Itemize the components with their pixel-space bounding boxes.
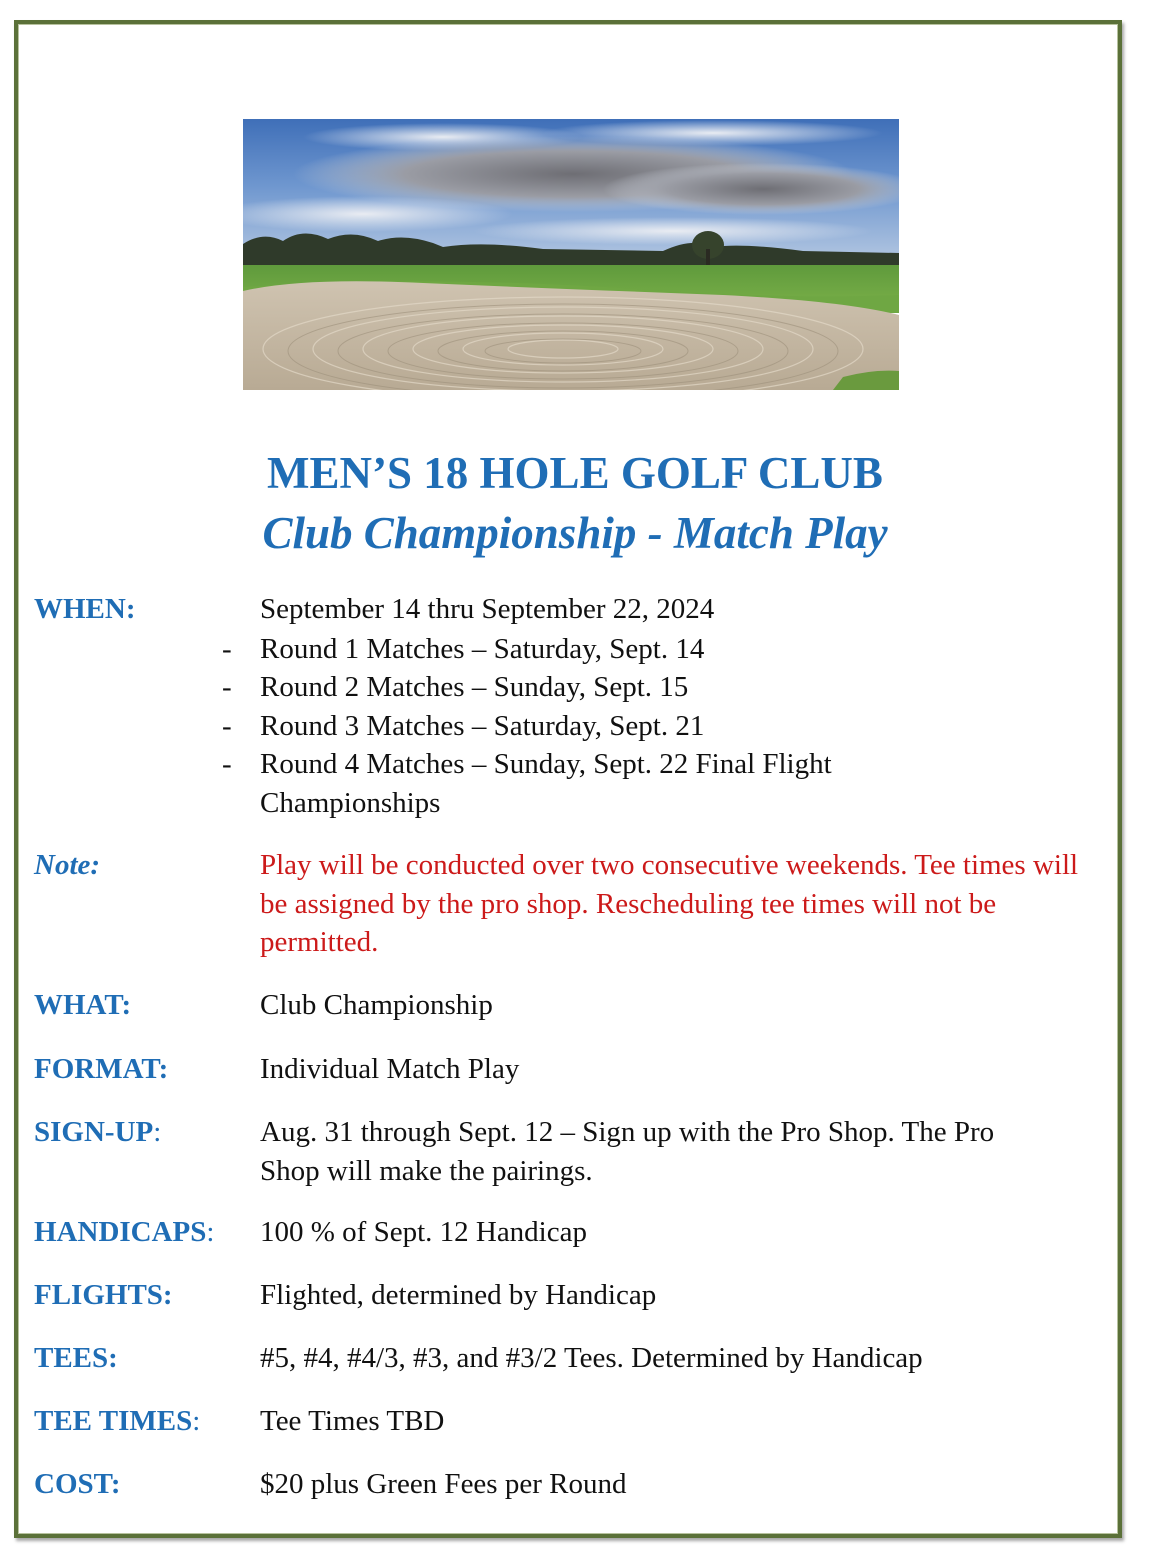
cost-label: COST: [34,1468,121,1500]
round-2-bullet: - [222,671,232,703]
what-value: Club Championship [260,989,493,1021]
tee-times-value: Tee Times TBD [260,1405,445,1437]
handicaps-value: 100 % of Sept. 12 Handicap [260,1216,587,1248]
handicaps-label-text: HANDICAPS [34,1216,207,1248]
signup-label-colon: : [153,1116,162,1148]
round-3-item: Round 3 Matches – Saturday, Sept. 21 [260,710,705,742]
note-label: Note: [34,849,101,881]
signup-label [34,1113,161,1151]
golf-course-photo [243,119,899,390]
page-subtitle: Club Championship - Match Play [262,508,888,558]
cost-value: $20 plus Green Fees per Round [260,1468,627,1500]
when-label: WHEN: [34,593,136,625]
signup-value: Aug. 31 through Sept. 12 – Sign up with the Pro Shop. The Pro Shop will make the pairings. [260,1116,995,1187]
signup-label-text: SIGN-UP [34,1116,154,1148]
round-1-item: Round 1 Matches – Saturday, Sept. 14 [260,633,705,665]
tee-times-label-colon: : [192,1405,201,1437]
tee-times-label [34,1402,200,1440]
format-value: Individual Match Play [260,1053,520,1085]
what-label: WHAT: [34,989,132,1021]
handicaps-label-colon: : [206,1216,215,1248]
when-dates: September 14 thru September 22, 2024 [260,593,715,625]
tees-value: #5, #4, #4/3, #3, and #3/2 Tees. Determined by Handicap [260,1342,923,1374]
tees-label: TEES: [34,1342,118,1374]
note-text: Play will be conducted over two consecutive weekends. Tee times will be assigned by the pro shop. Rescheduling tee times will not be permitted. [260,849,1079,958]
tee-times-label-text: TEE TIMES [34,1405,193,1437]
round-3-bullet: - [222,710,232,742]
flights-label: FLIGHTS: [34,1279,173,1311]
round-4-bullet: - [222,748,232,780]
round-1-bullet: - [222,633,232,665]
handicaps-label [34,1213,214,1251]
format-label: FORMAT: [34,1053,169,1085]
round-4-item: Round 4 Matches – Sunday, Sept. 22 Final Flight Championships [260,748,832,819]
page-title: MEN’S 18 HOLE GOLF CLUB [267,448,883,498]
flights-value: Flighted, determined by Handicap [260,1279,657,1311]
round-2-item: Round 2 Matches – Sunday, Sept. 15 [260,671,689,703]
